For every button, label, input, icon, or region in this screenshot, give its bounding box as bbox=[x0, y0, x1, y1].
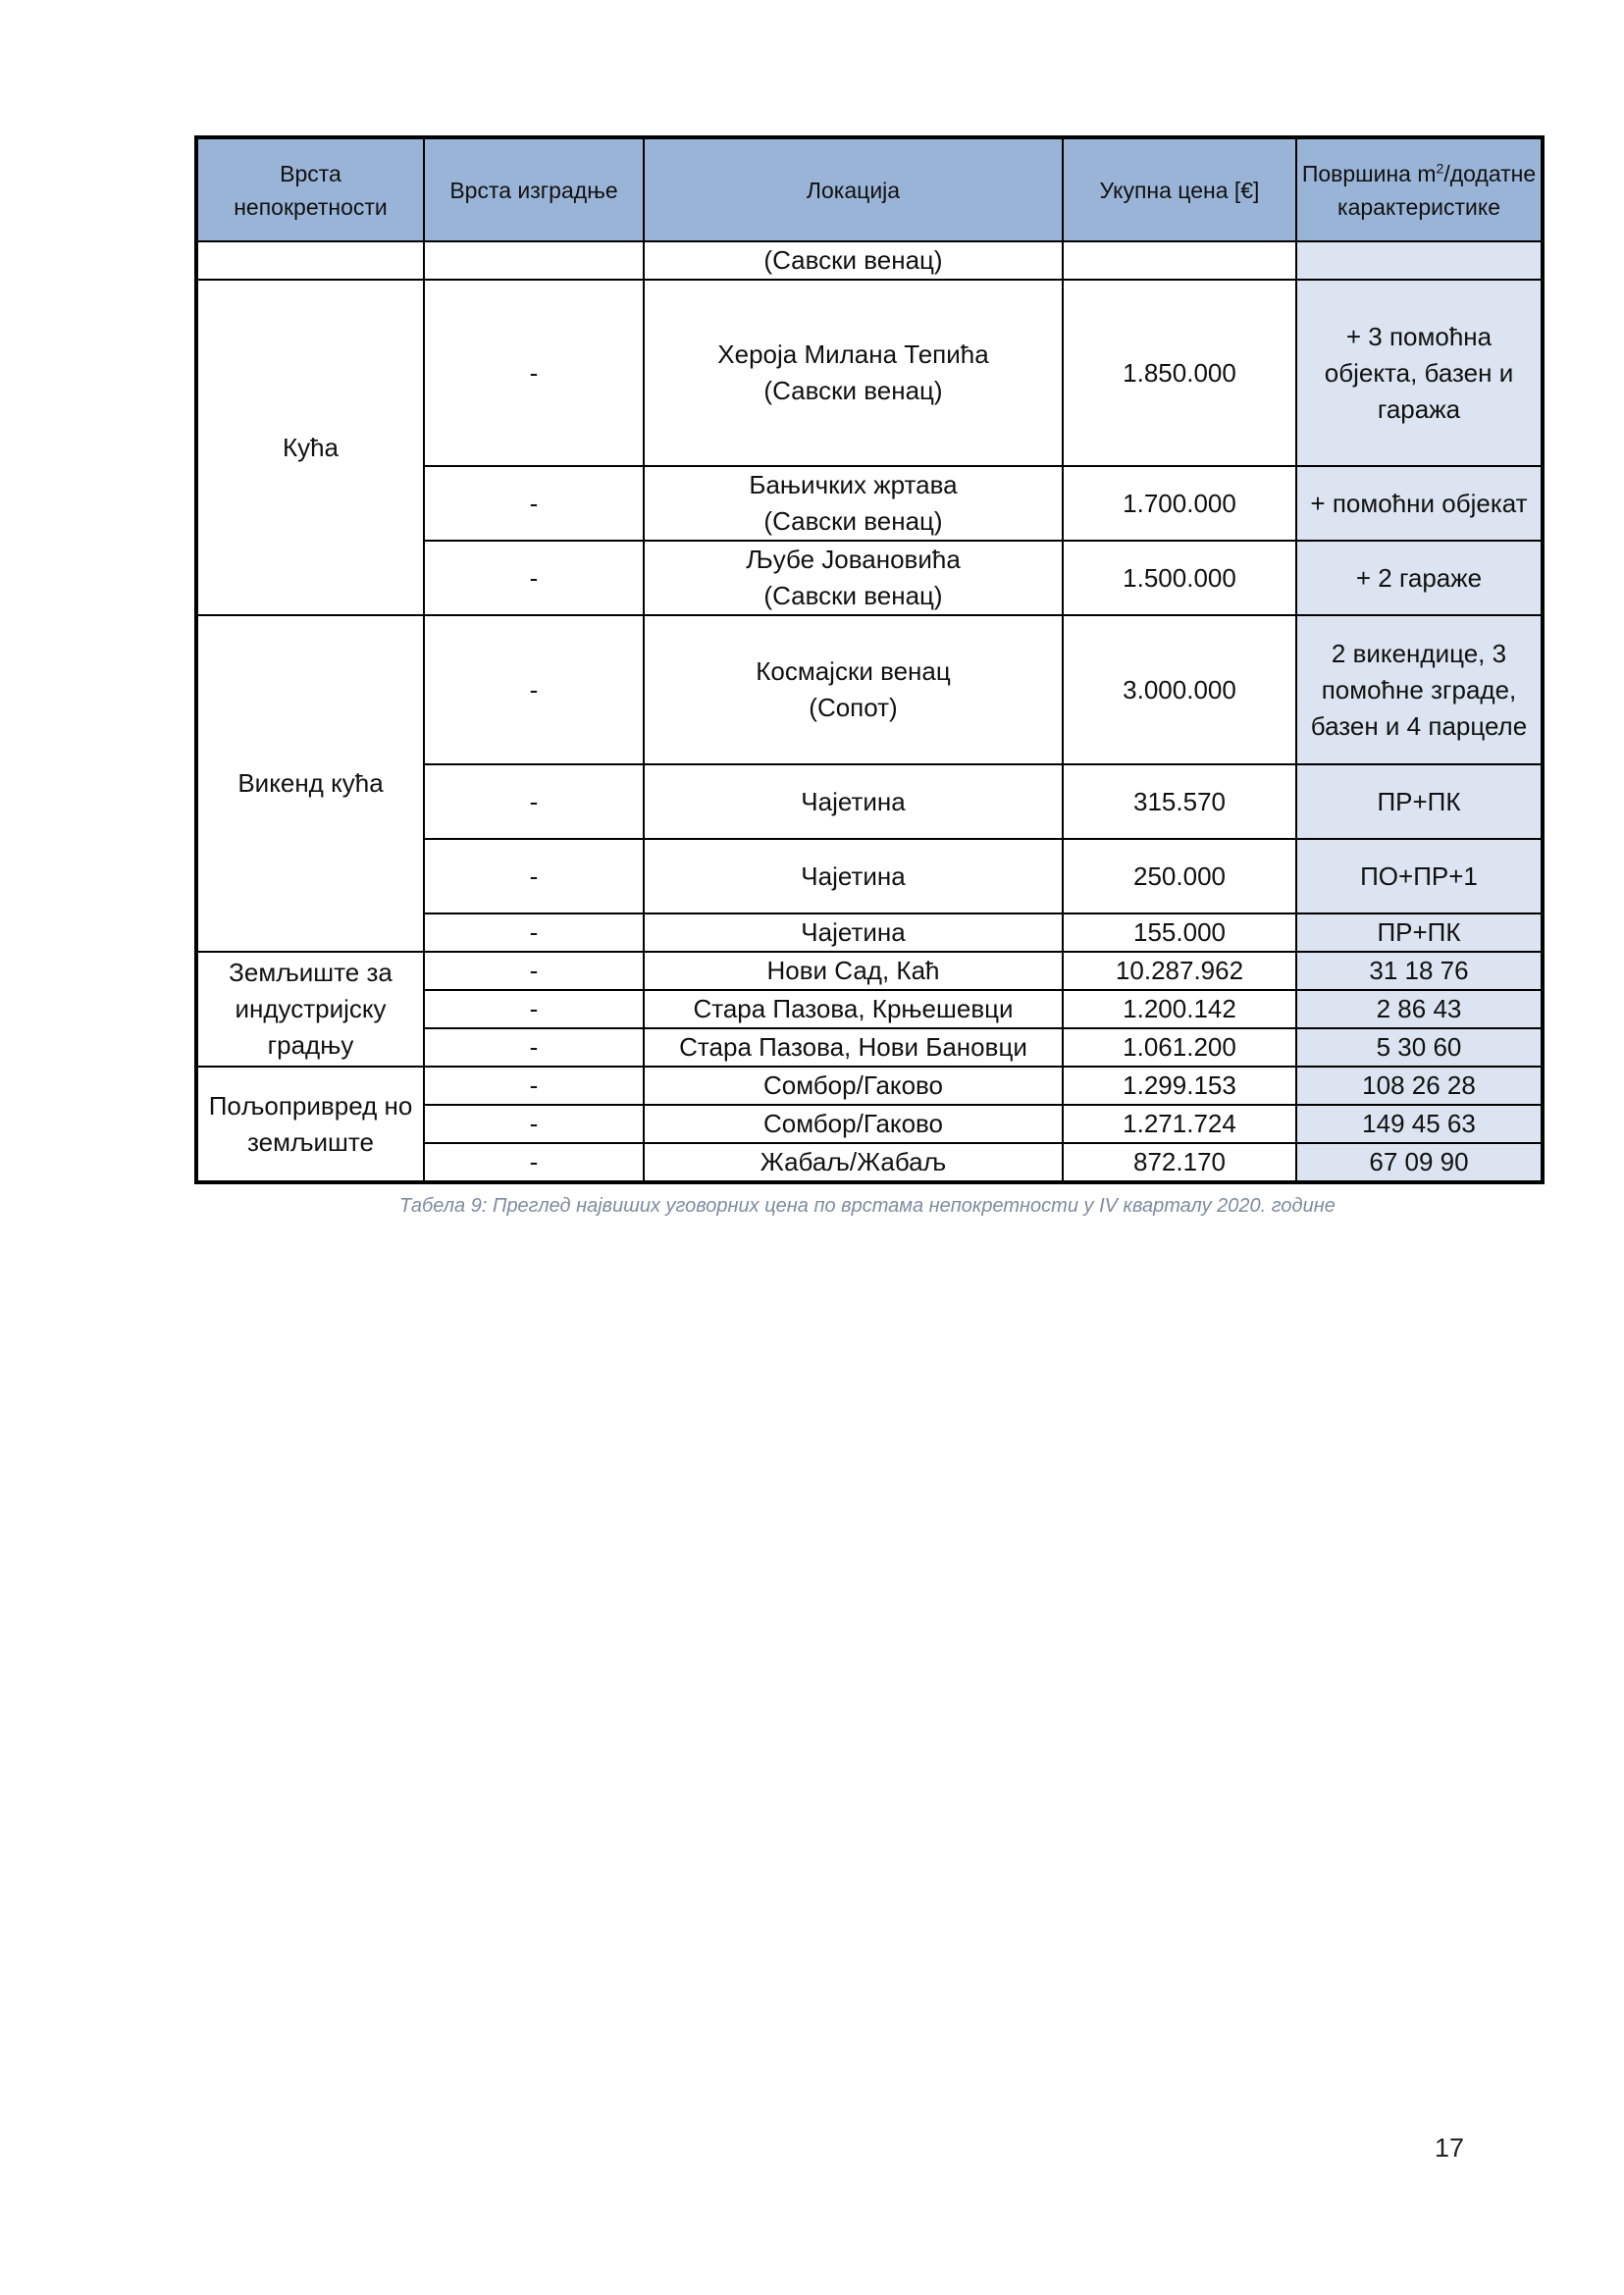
cell-price: 315.570 bbox=[1063, 764, 1296, 839]
cell-location: Чајетина bbox=[644, 764, 1063, 839]
cell-construction: - bbox=[424, 1143, 644, 1182]
cell-price: 1.061.200 bbox=[1063, 1028, 1296, 1067]
continuation-location: (Савски венац) bbox=[644, 241, 1063, 280]
continuation-row bbox=[196, 241, 1543, 280]
header-type: Врста непокретности bbox=[196, 137, 424, 241]
cell-location: Сомбор/Гаково bbox=[644, 1067, 1063, 1105]
cell-price: 1.200.142 bbox=[1063, 990, 1296, 1028]
cell-construction: - bbox=[424, 952, 644, 990]
cell-location: Љубе Јовановића (Савски венац) bbox=[644, 541, 1063, 615]
cell-construction: - bbox=[424, 1067, 644, 1105]
cell-price: 250.000 bbox=[1063, 839, 1296, 913]
cell-extra: 5 30 60 bbox=[1296, 1028, 1543, 1067]
table-caption: Табела 9: Преглед највиших уговорних цена по врстама непокретности у IV кварталу 2020. године bbox=[399, 1195, 1336, 1217]
cell-location: Стара Пазова, Крњешевци bbox=[644, 990, 1063, 1028]
cell-price: 1.850.000 bbox=[1063, 280, 1296, 466]
cell-price: 155.000 bbox=[1063, 913, 1296, 952]
cell-extra: 108 26 28 bbox=[1296, 1067, 1543, 1105]
cell-location: Космајски венац (Сопот) bbox=[644, 615, 1063, 764]
page-number: 17 bbox=[1435, 2133, 1465, 2163]
cell-extra: 2 86 43 bbox=[1296, 990, 1543, 1028]
table-row bbox=[196, 615, 1543, 764]
cell-price: 872.170 bbox=[1063, 1143, 1296, 1182]
header-construction: Врста изградње bbox=[424, 137, 644, 241]
cell-location: Сомбор/Гаково bbox=[644, 1105, 1063, 1143]
header-area: Површина $m^2$/додатне карактеристике bbox=[1296, 137, 1543, 241]
cell-price: 10.287.962 bbox=[1063, 952, 1296, 990]
header-price: Укупна цена [€] bbox=[1063, 137, 1296, 241]
group-house: Кућа bbox=[196, 280, 424, 615]
cell-location: Нови Сад, Каћ bbox=[644, 952, 1063, 990]
cell-construction: - bbox=[424, 839, 644, 913]
cell-price: 1.500.000 bbox=[1063, 541, 1296, 615]
cell-extra: + 3 помоћна објекта, базен и гаража bbox=[1296, 280, 1543, 466]
cell-construction: - bbox=[424, 280, 644, 466]
price-table bbox=[194, 135, 1545, 1184]
cell-construction: - bbox=[424, 466, 644, 541]
cell-price: 1.271.724 bbox=[1063, 1105, 1296, 1143]
cell-construction: - bbox=[424, 1105, 644, 1143]
table-row bbox=[196, 280, 1543, 466]
cell-construction: - bbox=[424, 764, 644, 839]
cell-construction: - bbox=[424, 913, 644, 952]
cell-location: Хероја Милана Тепића (Савски венац) bbox=[644, 280, 1063, 466]
group-industrial-land: Земљиште за индустријску градњу bbox=[196, 952, 424, 1067]
group-weekend-house: Викенд кућа bbox=[196, 615, 424, 952]
header-row bbox=[196, 137, 1543, 241]
cell-extra: + помоћни објекат bbox=[1296, 466, 1543, 541]
cell-extra: ПР+ПК bbox=[1296, 764, 1543, 839]
cell-construction: - bbox=[424, 541, 644, 615]
cell-location: Чајетина bbox=[644, 839, 1063, 913]
cell-extra: 31 18 76 bbox=[1296, 952, 1543, 990]
cell-location: Стара Пазова, Нови Бановци bbox=[644, 1028, 1063, 1067]
cell-construction: - bbox=[424, 990, 644, 1028]
table-row bbox=[196, 1067, 1543, 1105]
cell-extra: ПР+ПК bbox=[1296, 913, 1543, 952]
cell-extra: 149 45 63 bbox=[1296, 1105, 1543, 1143]
cell-location: Бањичких жртава (Савски венац) bbox=[644, 466, 1063, 541]
cell-construction: - bbox=[424, 615, 644, 764]
cell-construction: - bbox=[424, 1028, 644, 1067]
cell-extra: 2 викендице, 3 помоћне зграде, базен и 4 парцеле bbox=[1296, 615, 1543, 764]
cell-extra: + 2 гараже bbox=[1296, 541, 1543, 615]
table-row bbox=[196, 952, 1543, 990]
header-location: Локација bbox=[644, 137, 1063, 241]
group-agricultural-land: Пољопривред но земљиште bbox=[196, 1067, 424, 1182]
cell-location: Чајетина bbox=[644, 913, 1063, 952]
cell-location: Жабаљ/Жабаљ bbox=[644, 1143, 1063, 1182]
cell-price: 1.700.000 bbox=[1063, 466, 1296, 541]
cell-extra: 67 09 90 bbox=[1296, 1143, 1543, 1182]
cell-extra: ПО+ПР+1 bbox=[1296, 839, 1543, 913]
cell-price: 3.000.000 bbox=[1063, 615, 1296, 764]
cell-price: 1.299.153 bbox=[1063, 1067, 1296, 1105]
